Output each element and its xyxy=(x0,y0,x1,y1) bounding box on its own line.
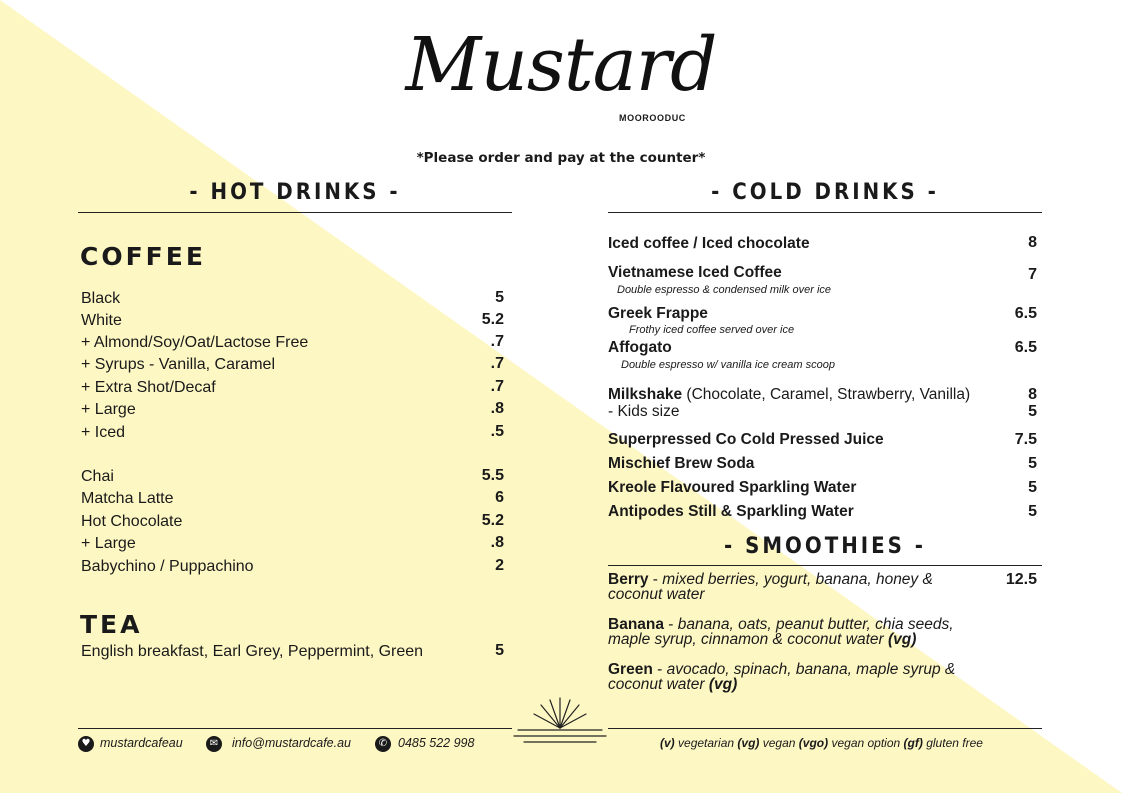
menu-item-price: .7 xyxy=(490,333,504,350)
cold-drinks-heading: - COLD DRINKS - xyxy=(711,180,939,205)
dietary-legend xyxy=(660,736,983,750)
cold-item: - Kids size xyxy=(608,403,680,420)
cold-item-flavours: (Chocolate, Caramel, Strawberry, Vanilla) xyxy=(686,386,971,403)
smoothie-tag: (vg) xyxy=(888,631,917,648)
menu-item: English breakfast, Earl Grey, Peppermint, Green xyxy=(81,643,424,660)
cold-item-desc: Double espresso & condensed milk over ice xyxy=(617,284,832,296)
coffee-heading: COFFEE xyxy=(80,242,206,271)
cold-item-price: 5 xyxy=(1028,503,1037,520)
brand-logo: Mustard xyxy=(405,22,717,108)
cold-item: Affogato xyxy=(608,339,672,356)
smoothie-item: Green - avocado, spinach, banana, maple syrup & coconut water (vg) xyxy=(608,661,956,693)
cold-item: Superpressed Co Cold Pressed Juice xyxy=(608,431,884,448)
smoothie-desc-2: maple syrup, cinnamon & coconut water xyxy=(608,631,884,648)
smoothie-item: Banana - banana, oats, peanut butter, chia seeds, maple syrup, cinnamon & coconut water (vg) xyxy=(608,616,954,648)
cold-item: Kreole Flavoured Sparkling Water xyxy=(608,479,857,496)
menu-item: + Extra Shot/Decaf xyxy=(81,379,216,396)
smoothies-heading: - SMOOTHIES - xyxy=(723,534,926,559)
cold-item-name: Milkshake xyxy=(608,386,683,403)
smoothie-name: Banana xyxy=(608,616,664,633)
legend-code: (gf) xyxy=(903,736,923,750)
tea-heading: TEA xyxy=(80,610,143,639)
instagram-handle[interactable]: mustardcafeau xyxy=(100,736,183,750)
menu-item-price: 5.2 xyxy=(481,311,504,328)
smoothie-desc: mixed berries, yogurt, banana, honey & xyxy=(662,571,933,588)
brand-location: MOOROODUC xyxy=(619,113,686,123)
legend-label: vegan option xyxy=(831,736,901,750)
smoothie-desc: avocado, spinach, banana, maple syrup & xyxy=(666,661,956,678)
smoothie-name: Berry xyxy=(608,571,649,588)
cold-item-price: 7 xyxy=(1028,266,1037,283)
menu-item: + Syrups - Vanilla, Caramel xyxy=(81,356,275,373)
menu-item-price: .8 xyxy=(490,534,504,551)
menu-item-price: 2 xyxy=(495,557,504,574)
legend-code: (v) xyxy=(660,736,675,750)
cold-item-price: 8 xyxy=(1028,386,1037,403)
cold-item: Antipodes Still & Sparkling Water xyxy=(608,503,854,520)
menu-item: Hot Chocolate xyxy=(81,513,183,530)
smoothie-desc-2: coconut water xyxy=(608,676,705,693)
menu-item: + Large xyxy=(81,535,136,552)
smoothie-name: Green xyxy=(608,661,653,678)
menu-item-price: 5.5 xyxy=(481,467,504,484)
hot-drinks-rule xyxy=(78,212,512,213)
smoothie-item: Berry - mixed berries, yogurt, banana, honey & coconut water xyxy=(608,571,933,603)
order-note: *Please order and pay at the counter* xyxy=(416,150,706,166)
cold-item-price: 6.5 xyxy=(1014,305,1037,322)
mail-icon: ✉ xyxy=(206,736,222,752)
menu-item-price: 5 xyxy=(495,642,504,659)
menu-item-price: 5 xyxy=(495,289,504,306)
legend-code: (vgo) xyxy=(798,736,829,750)
menu-item: Black xyxy=(81,290,121,307)
cold-drinks-rule xyxy=(608,212,1042,213)
menu-item-price: 6 xyxy=(495,489,504,506)
smoothie-price: 12.5 xyxy=(1005,571,1037,588)
cold-item-price: 5 xyxy=(1028,455,1037,472)
menu-item: Matcha Latte xyxy=(81,490,174,507)
cold-item-price: 6.5 xyxy=(1014,339,1037,356)
sunburst-icon xyxy=(510,690,610,750)
menu-item: + Large xyxy=(81,401,136,418)
phone-number[interactable]: 0485 522 998 xyxy=(398,736,475,750)
menu-item-price: 5.2 xyxy=(481,512,504,529)
menu-item-price: .8 xyxy=(490,400,504,417)
smoothie-desc: banana, oats, peanut butter, chia seeds, xyxy=(677,616,954,633)
cold-item-price: 8 xyxy=(1028,234,1037,251)
cold-item: Iced coffee / Iced chocolate xyxy=(608,235,810,252)
cold-item: Vietnamese Iced Coffee xyxy=(608,264,782,281)
menu-item: Babychino / Puppachino xyxy=(81,558,254,575)
cold-item-desc: Frothy iced coffee served over ice xyxy=(629,324,795,336)
cold-item-desc: Double espresso w/ vanilla ice cream scoop xyxy=(621,359,835,371)
cold-item-price: 5 xyxy=(1028,479,1037,496)
cold-item: Mischief Brew Soda xyxy=(608,455,755,472)
menu-item-price: .7 xyxy=(490,378,504,395)
legend-label: gluten free xyxy=(926,736,983,750)
cold-item-price: 7.5 xyxy=(1014,431,1037,448)
menu-item: + Almond/Soy/Oat/Lactose Free xyxy=(81,334,309,351)
smoothie-tag: (vg) xyxy=(708,676,738,693)
footer-rule-right xyxy=(608,728,1042,729)
email-link[interactable]: info@mustardcafe.au xyxy=(232,736,352,750)
smoothie-desc-2: coconut water xyxy=(608,586,705,603)
menu-item-price: .7 xyxy=(490,355,504,372)
legend-label: vegan xyxy=(762,736,796,750)
footer-rule-left xyxy=(78,728,512,729)
cold-item-price: 5 xyxy=(1028,403,1037,420)
smoothies-rule xyxy=(608,565,1042,566)
heart-icon: ♥ xyxy=(78,736,94,752)
legend-code: (vg) xyxy=(737,736,760,750)
legend-label: vegetarian xyxy=(678,736,735,750)
menu-item: White xyxy=(81,312,122,329)
cold-item xyxy=(608,386,970,404)
menu-item: + Iced xyxy=(81,424,126,441)
hot-drinks-heading: - HOT DRINKS - xyxy=(189,180,401,205)
cold-item: Greek Frappe xyxy=(608,305,708,322)
menu-item: Chai xyxy=(81,468,114,485)
phone-icon: ✆ xyxy=(375,736,391,752)
menu-item-price: .5 xyxy=(490,423,504,440)
